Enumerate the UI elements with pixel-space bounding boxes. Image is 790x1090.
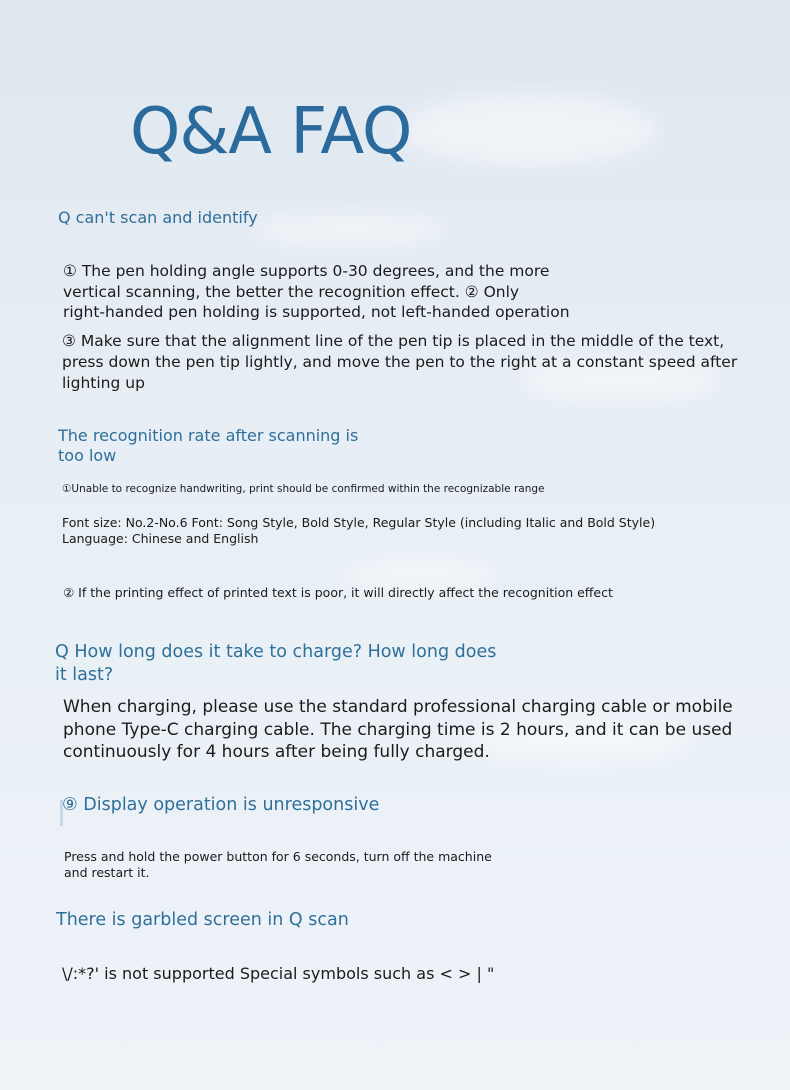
answer-line: Language: Chinese and English [62, 531, 259, 546]
answer-line: right-handed pen holding is supported, not left-handed operation [63, 303, 570, 321]
heading-line: The recognition rate after scanning is [58, 426, 359, 445]
faq-question-charging [55, 641, 496, 687]
heading-line: it last? [55, 665, 114, 685]
faq-answer-scan-alignment [62, 331, 737, 394]
heading-line: too low [58, 446, 117, 465]
faq-question-scan-identify: Q can't scan and identify [58, 208, 258, 227]
page-title: Q&A FAQ [130, 95, 412, 169]
faq-note-print-quality: ② If the printing effect of printed text is poor, it will directly affect the recognition effect [63, 585, 613, 600]
faq-question-recognition-rate [58, 426, 358, 466]
faq-answer-charging [63, 696, 733, 764]
faq-question-display-unresponsive: ⑨ Display operation is unresponsive [62, 795, 380, 815]
answer-line: continuously for 4 hours after being fully charged. [63, 742, 490, 762]
heading-line: Q How long does it take to charge? How long does [55, 642, 497, 662]
faq-font-info [62, 515, 655, 547]
background-glow [250, 215, 450, 245]
answer-line: press down the pen tip lightly, and move the pen to the right at a constant speed after [62, 353, 738, 371]
answer-line: lighting up [62, 374, 145, 392]
answer-line: and restart it. [64, 865, 150, 880]
faq-answer-display-unresponsive [64, 849, 492, 881]
answer-line: vertical scanning, the better the recognition effect. ② Only [63, 282, 520, 301]
faq-note-handwriting: ①Unable to recognize handwriting, print should be confirmed within the recognizable range [62, 483, 545, 495]
faq-answer-garbled-screen: \/:*?' is not supported Special symbols such as < > | " [62, 964, 495, 983]
answer-line: phone Type-C charging cable. The charging time is 2 hours, and it can be used [63, 719, 733, 740]
faq-question-garbled-screen: There is garbled screen in Q scan [56, 910, 349, 930]
answer-line: ③ Make sure that the alignment line of the pen tip is placed in the middle of the text, [62, 332, 725, 350]
background-glow [400, 95, 660, 165]
answer-line: Font size: No.2-No.6 Font: Song Style, Bold Style, Regular Style (including Italic and Bold Style) [62, 515, 656, 530]
answer-line: Press and hold the power button for 6 seconds, turn off the machine [64, 849, 492, 864]
answer-line: When charging, please use the standard professional charging cable or mobile [63, 697, 733, 717]
faq-answer-scan-identify [63, 261, 570, 323]
answer-line: ① The pen holding angle supports 0-30 degrees, and the more [63, 262, 550, 280]
